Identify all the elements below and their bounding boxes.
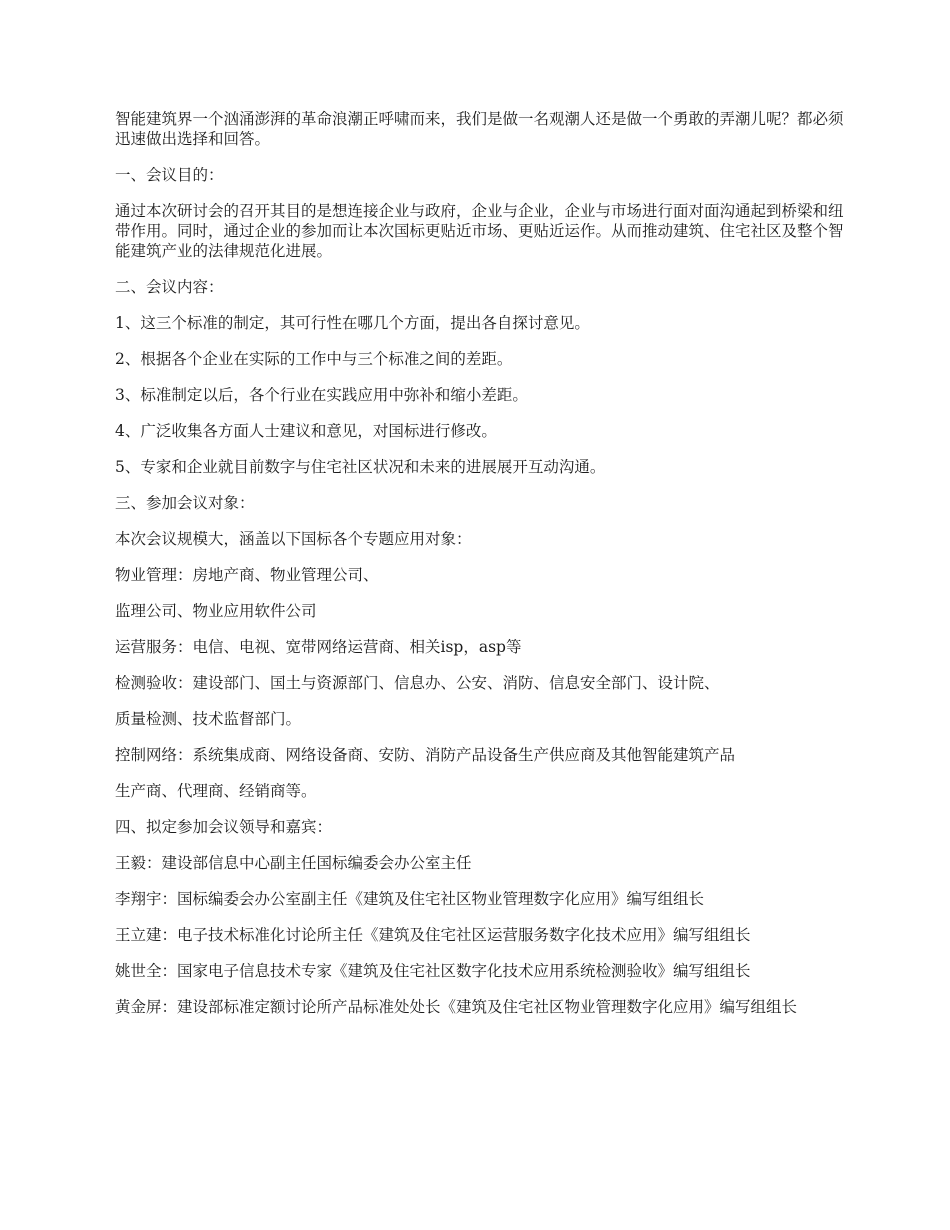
attendee-group-inspection: 检测验收：建设部门、国土与资源部门、信息办、公安、消防、信息安全部门、设计院、 [115,674,720,692]
document-body [115,109,845,1033]
section-heading-guests: 四、拟定参加会议领导和嘉宾： [115,818,333,836]
guest-item-3: 王立建：电子技术标准化讨论所主任《建筑及住宅社区运营服务数字化技术应用》编写组组长 [115,926,751,944]
guest-item-5: 黄金屏：建设部标准定额讨论所产品标准处处长《建筑及住宅社区物业管理数字化应用》编写组组长 [115,998,798,1016]
attendee-group-operations: 运营服务：电信、电视、宽带网络运营商、相关isp，asp等 [115,638,522,656]
content-item-1: 1、这三个标准的制定，其可行性在哪几个方面，提出各自探讨意见。 [115,314,590,332]
guest-item-2: 李翔宇：国标编委会办公室副主任《建筑及住宅社区物业管理数字化应用》编写组组长 [115,890,705,908]
section-heading-purpose: 一、会议目的： [115,166,224,184]
attendee-group-inspection-cont: 质量检测、技术监督部门。 [115,710,302,728]
content-item-2: 2、根据各个企业在实际的工作中与三个标准之间的差距。 [115,350,513,368]
content-item-3: 3、标准制定以后，各个行业在实践应用中弥补和缩小差距。 [115,386,528,404]
content-item-4: 4、广泛收集各方面人士建议和意见，对国标进行修改。 [115,422,497,440]
attendee-group-property-cont: 监理公司、物业应用软件公司 [115,602,317,620]
guest-item-4: 姚世全：国家电子信息技术专家《建筑及住宅社区数字化技术应用系统检测验收》编写组组长 [115,962,751,980]
intro-paragraph: 智能建筑界一个汹涌澎湃的革命浪潮正呼啸而来，我们是做一名观潮人还是做一个勇敢的弄潮儿呢？都必须迅速做出选择和回答。 [115,110,844,148]
guest-item-1: 王毅：建设部信息中心副主任国标编委会办公室主任 [115,854,472,872]
attendee-group-control: 控制网络：系统集成商、网络设备商、安防、消防产品设备生产供应商及其他智能建筑产品 [115,746,736,764]
section-heading-content: 二、会议内容： [115,278,224,296]
attendee-group-property: 物业管理：房地产商、物业管理公司、 [115,566,379,584]
content-item-5: 5、专家和企业就目前数字与住宅社区状况和未来的进展展开互动沟通。 [115,458,606,476]
attendees-intro: 本次会议规模大，涵盖以下国标各个专题应用对象： [115,530,472,548]
section-heading-attendees: 三、参加会议对象： [115,494,255,512]
attendee-group-control-cont: 生产商、代理商、经销商等。 [115,782,317,800]
purpose-paragraph: 通过本次研讨会的召开其目的是想连接企业与政府，企业与企业，企业与市场进行面对面沟通起到桥梁和纽带作用。同时，通过企业的参加而让本次国标更贴近市场、更贴近运作。从而推动建筑、住宅社区及整个智能建筑产业的法律规范化进展。 [115,202,844,260]
